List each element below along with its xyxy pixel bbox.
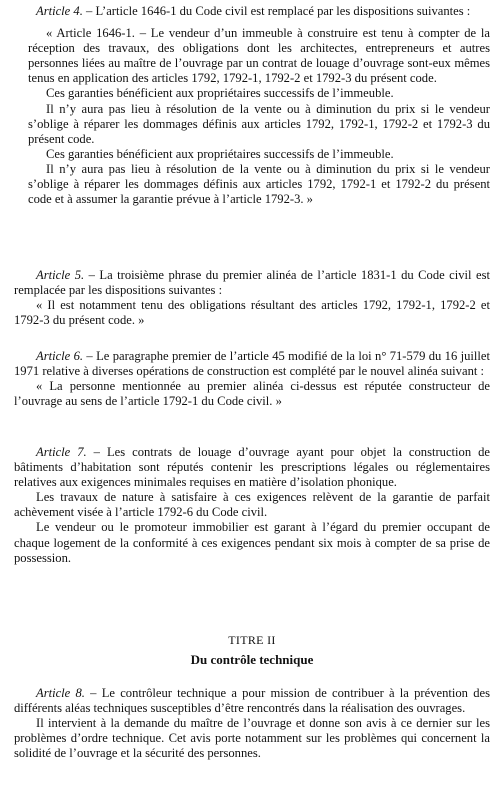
article-7-para-1: Les travaux de nature à satisfaire à ces exigences relèvent de la garantie de parfait achèvement visée à l’article 1792-6 du Code civil. [14, 490, 490, 520]
article-6-intro: – Le paragraphe premier de l’article 45 modifié de la loi n° 71-579 du 16 juillet 1971 relative à diverses opérations de construction est complété par le nouvel alinéa suivant : [14, 349, 490, 379]
article-4-para-5: Il n’y aura pas lieu à résolution de la vente ou à diminution du prix si le vendeur s’oblige à réparer les dommages définis aux articles 1792, 1792-1 et 1792-2 du présent code et à assumer la garantie prévue à l’article 1792-3. » [28, 161, 490, 207]
article-4-para-2: Ces garanties bénéficient aux propriétaires successifs de l’immeuble. [46, 86, 394, 101]
article-6-intro-paragraph [14, 349, 490, 379]
title-name: Du contrôle technique [190, 652, 314, 668]
article-5 [14, 268, 490, 328]
article-8-intro: – Le contrôleur technique a pour mission de contribuer à la prévention des différents aléas techniques susceptibles d’être rencontrés dans la réalisation des ouvrages. [14, 686, 490, 716]
article-4-quote [14, 26, 490, 207]
article-4-label: Article 4. [36, 4, 83, 18]
article-6 [14, 349, 490, 409]
article-5-label: Article 5. [36, 268, 85, 282]
article-8-intro-paragraph [14, 686, 490, 716]
article-4-intro: – L’article 1646-1 du Code civil est remplacé par les dispositions suivantes : [82, 4, 471, 18]
article-7-intro: – Les contrats de louage d’ouvrage ayant pour objet la construction de bâtiments d’habitation sont réputés contenir les prescriptions légales ou réglementaires relatives aux exigences minimales requises en matière d’isolation phonique. [14, 445, 491, 490]
article-4-intro-paragraph [14, 4, 490, 19]
article-7-label: Article 7. [36, 445, 87, 459]
article-4-para-3: Il n’y aura pas lieu à résolution de la vente ou à diminution du prix si le vendeur s’oblige à réparer les dommages définis aux articles 1792, 1792-1, 1792-2 et 1792-3 du présent code. [28, 101, 490, 146]
article-4-para-4: Ces garanties bénéficient aux propriétaires successifs de l’immeuble. [46, 146, 394, 161]
article-6-label: Article 6. [36, 349, 84, 363]
article-6-quote: « La personne mentionnée au premier alinéa ci-dessus est réputée constructeur de l’ouvrage au sens de l’article 1792-1 du Code civil. » [14, 379, 490, 409]
section-title [14, 633, 490, 667]
article-4 [14, 4, 490, 207]
title-number: TITRE II [228, 633, 276, 647]
article-8-para-1: Il intervient à la demande du maître de l’ouvrage et donne son avis à ce dernier sur les problèmes d’ordre technique. Cet avis porte notamment sur les problèmes qui concernent la solidité de l’ouvrage et la sécurité des personnes. [14, 716, 490, 761]
article-8-label: Article 8. [36, 686, 85, 700]
article-5-quote: « Il est notamment tenu des obligations résultant des articles 1792, 1792-1, 1792-2 et 1792-3 du présent code. » [14, 298, 490, 328]
article-7 [14, 445, 490, 566]
article-7-para-2: Le vendeur ou le promoteur immobilier est garant à l’égard du premier occupant de chaque logement de la conformité à ces exigences pendant six mois à compter de sa prise de possession. [14, 520, 490, 565]
article-4-para-1: « Article 1646-1. – Le vendeur d’un immeuble à construire est tenu à compter de la réception des travaux, des obligations dont les architectes, entrepreneurs et autres personnes liées au maître de l’ouvrage par un contrat de louage d’ouvrage sont-eux mêmes tenus en application des articles 1792, 1792-1, 1792-2 et 1792-3 du présent code. [28, 26, 490, 86]
article-5-intro-paragraph [14, 268, 490, 298]
article-8 [14, 686, 490, 761]
article-5-intro: – La troisième phrase du premier alinéa de l’article 1831-1 du Code civil est remplacée par les dispositions suivantes : [14, 268, 490, 298]
article-7-intro-paragraph [14, 445, 490, 490]
